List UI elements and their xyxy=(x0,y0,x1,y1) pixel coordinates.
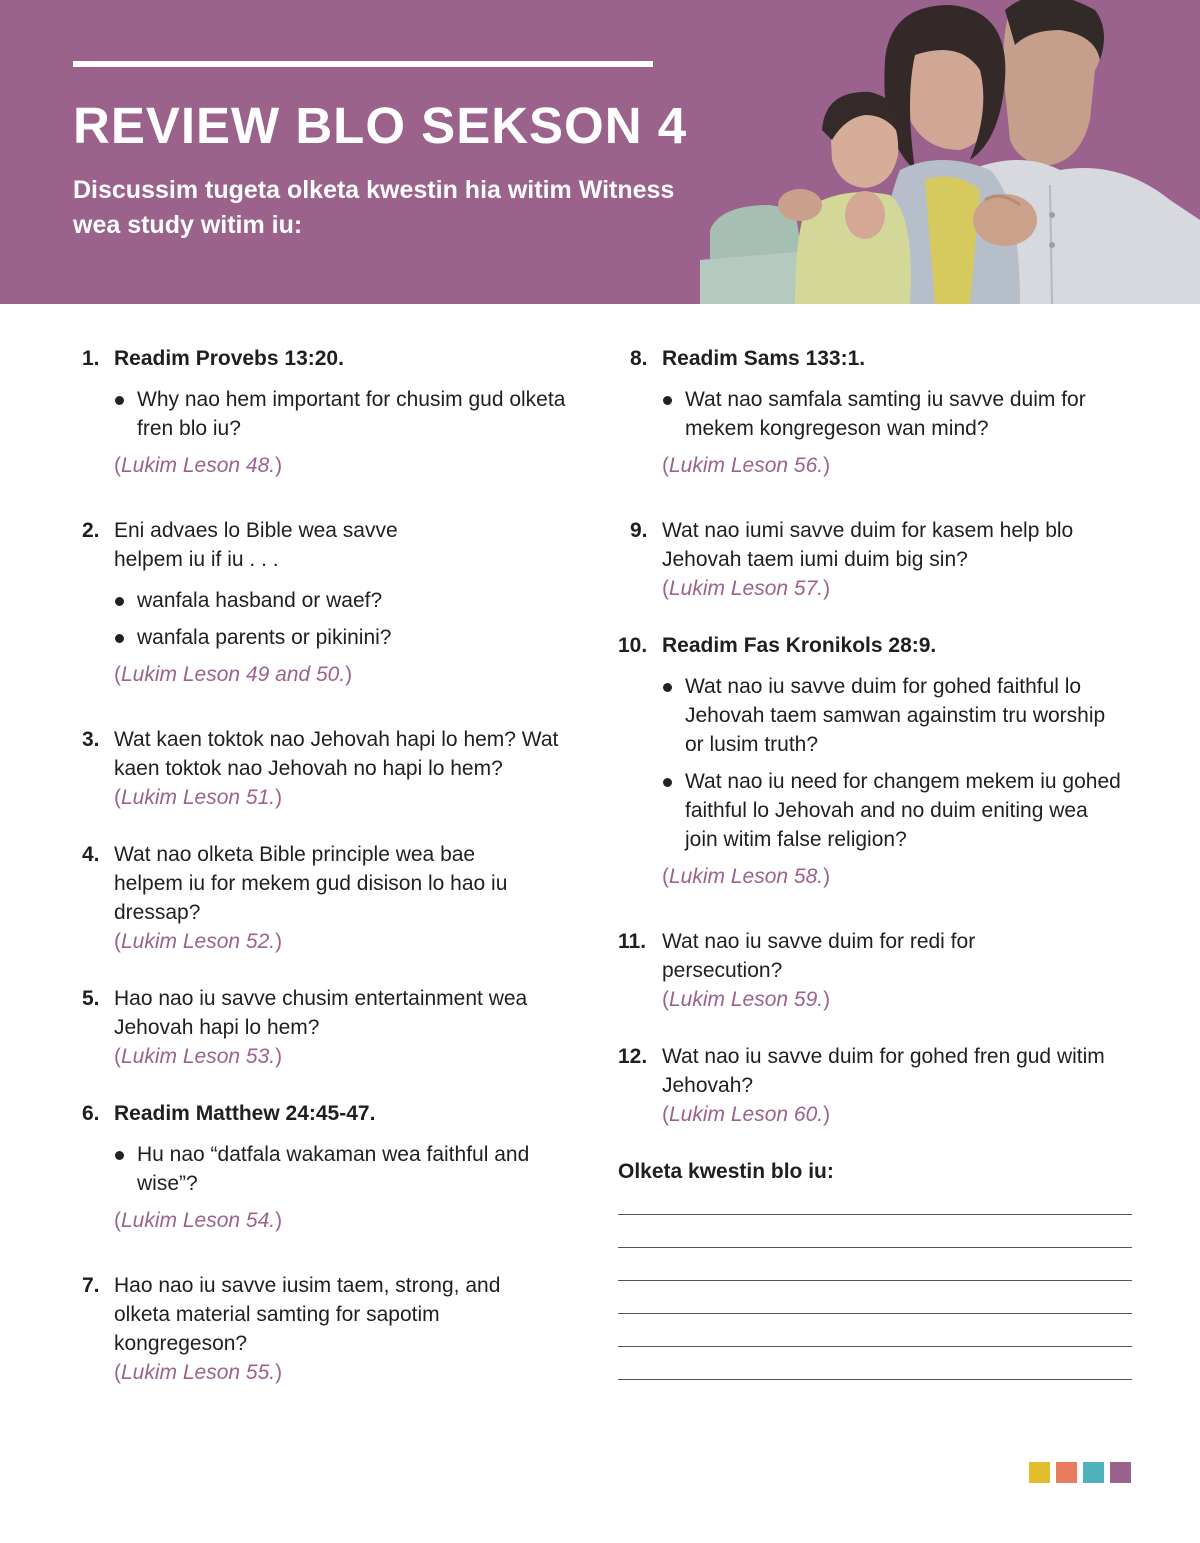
question-item xyxy=(82,344,602,480)
question-text: Wat nao iumi savve duim for kasem help blo Jehovah taem iumi duim big sin? xyxy=(662,519,1074,571)
question-number: 3. xyxy=(82,728,100,751)
lesson-reference: (Lukim Leson 56.) xyxy=(662,454,831,477)
question-text: Readim Matthew 24:45-47. xyxy=(114,1102,376,1125)
question-number: 11. xyxy=(618,930,647,953)
question-item xyxy=(82,1099,602,1235)
family-praying-illustration xyxy=(700,0,1200,304)
bullet-list xyxy=(114,385,602,443)
question-item xyxy=(618,927,1138,1014)
question-text: Hao nao iu savve chusim entertainment wea Jehovah hapi lo hem? xyxy=(114,987,528,1039)
lesson-reference: (Lukim Leson 49 and 50.) xyxy=(114,663,353,686)
answer-line[interactable] xyxy=(618,1247,1132,1248)
answer-line[interactable] xyxy=(618,1346,1132,1347)
color-swatches xyxy=(1029,1462,1131,1483)
question-text: Readim Provebs 13:20. xyxy=(114,347,344,370)
bullet-item: Wat nao samfala samting iu savve duim for mekem kongregeson wan mind? xyxy=(685,385,1138,443)
bullet-item: wanfala parents or pikinini? xyxy=(137,623,602,652)
answer-line[interactable] xyxy=(618,1379,1132,1380)
questions-left-column xyxy=(82,344,602,1387)
swatch-yellow xyxy=(1029,1462,1050,1483)
question-item xyxy=(618,631,1138,891)
bullet-item: Hu nao “datfala wakaman wea faithful and wise”? xyxy=(137,1140,537,1198)
question-text: Readim Fas Kronikols 28:9. xyxy=(662,634,937,657)
lesson-reference: (Lukim Leson 55.) xyxy=(114,1361,283,1384)
question-number: 5. xyxy=(82,987,100,1010)
bullet-item: Wat nao iu savve duim for gohed faithful lo Jehovah taem samwan againstim tru worship or lusim truth? xyxy=(685,672,1125,759)
question-text: Eni advaes lo Bible wea savve helpem iu if iu . . . xyxy=(114,519,398,571)
bullet-list xyxy=(662,672,1138,854)
lesson-reference: (Lukim Leson 58.) xyxy=(662,865,831,888)
question-number: 2. xyxy=(82,519,100,542)
lesson-reference: (Lukim Leson 51.) xyxy=(114,786,283,809)
answer-lines xyxy=(618,1214,1138,1380)
question-text: Wat nao iu savve duim for redi for persecution? xyxy=(662,930,976,982)
answer-line[interactable] xyxy=(618,1280,1132,1281)
question-number: 1. xyxy=(82,347,100,370)
question-item xyxy=(82,725,602,812)
lesson-reference: (Lukim Leson 57.) xyxy=(662,577,831,600)
lesson-reference: (Lukim Leson 48.) xyxy=(114,454,283,477)
bullet-list xyxy=(114,1140,602,1198)
question-item xyxy=(82,984,602,1071)
question-number: 8. xyxy=(630,347,648,370)
questions-right-column xyxy=(618,344,1138,1380)
bullet-list xyxy=(662,385,1138,443)
bullet-item: Wat nao iu need for changem mekem iu gohed faithful lo Jehovah and no duim eniting wea join witim false religion? xyxy=(685,767,1125,854)
question-item xyxy=(618,516,1138,603)
lesson-reference: (Lukim Leson 53.) xyxy=(114,1045,283,1068)
lesson-reference: (Lukim Leson 52.) xyxy=(114,930,283,953)
lesson-reference: (Lukim Leson 59.) xyxy=(662,988,831,1011)
question-number: 12. xyxy=(618,1045,648,1068)
question-item xyxy=(82,840,602,956)
bullet-item: wanfala hasband or waef? xyxy=(137,586,602,615)
swatch-teal xyxy=(1083,1462,1104,1483)
answer-line[interactable] xyxy=(618,1214,1132,1215)
lesson-reference: (Lukim Leson 60.) xyxy=(662,1103,831,1126)
bullet-item: Why nao hem important for chusim gud olketa fren blo iu? xyxy=(137,385,602,443)
question-text: Hao nao iu savve iusim taem, strong, and olketa material samting for sapotim kongregeson? xyxy=(114,1274,501,1355)
question-number: 6. xyxy=(82,1102,100,1125)
header-rule xyxy=(73,61,653,67)
question-item xyxy=(82,516,602,689)
question-text: Wat nao iu savve duim for gohed fren gud witim Jehovah? xyxy=(662,1045,1105,1097)
bullet-list xyxy=(114,586,602,652)
question-text: Wat kaen toktok nao Jehovah hapi lo hem? Wat kaen toktok nao Jehovah no hapi lo hem? xyxy=(114,728,559,780)
swatch-orange xyxy=(1056,1462,1077,1483)
page-subtitle: Discussim tugeta olketa kwestin hia witim Witness wea study witim iu: xyxy=(73,176,675,239)
header-banner xyxy=(0,0,1200,304)
swatch-purple xyxy=(1110,1462,1131,1483)
question-number: 9. xyxy=(630,519,648,542)
question-item xyxy=(618,1042,1138,1129)
question-item xyxy=(82,1271,602,1387)
question-item xyxy=(618,344,1138,480)
question-text: Wat nao olketa Bible principle wea bae helpem iu for mekem gud disison lo hao iu dressap? xyxy=(114,843,508,924)
question-text: Readim Sams 133:1. xyxy=(662,347,866,370)
lesson-reference: (Lukim Leson 54.) xyxy=(114,1209,283,1232)
own-questions-label: Olketa kwestin blo iu: xyxy=(618,1160,834,1183)
question-number: 10. xyxy=(618,634,648,657)
answer-line[interactable] xyxy=(618,1313,1132,1314)
question-number: 7. xyxy=(82,1274,100,1297)
page-title: REVIEW BLO SEKSON 4 xyxy=(73,97,688,154)
question-number: 4. xyxy=(82,843,100,866)
